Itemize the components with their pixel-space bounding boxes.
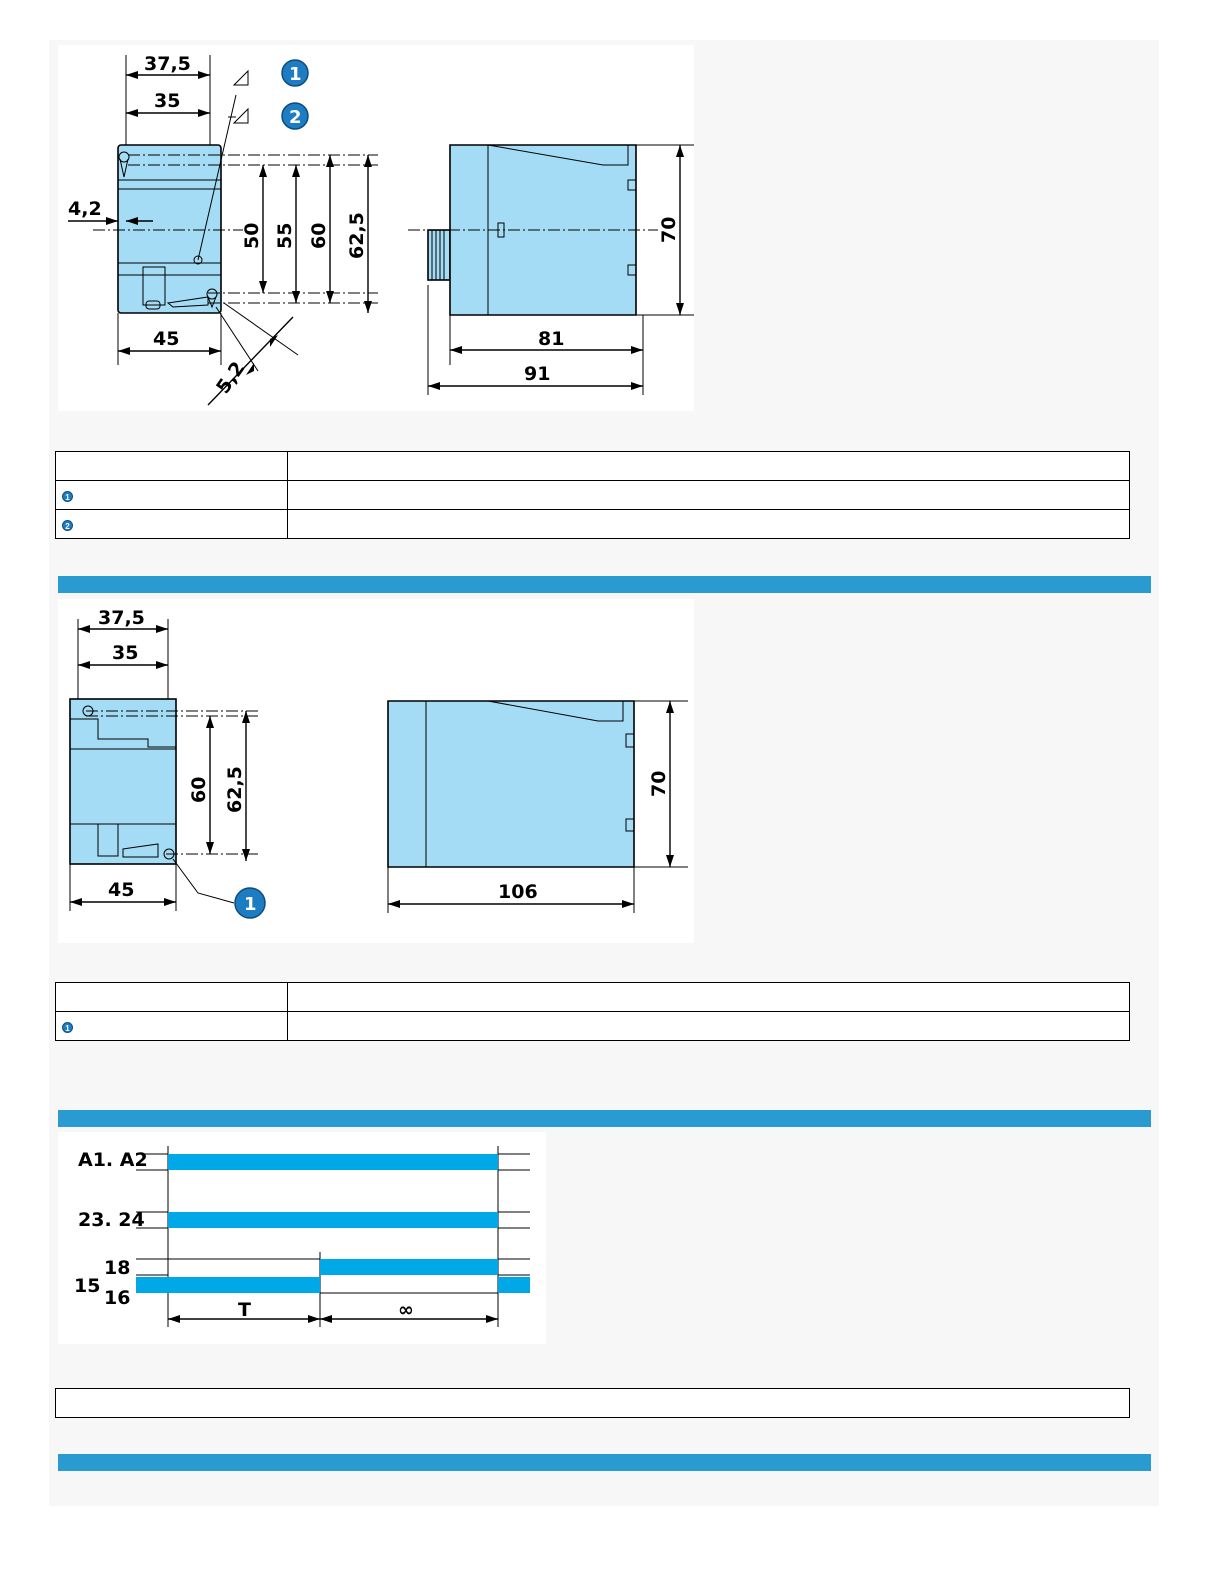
side-view-1	[408, 145, 694, 395]
dim-70: 70	[648, 770, 670, 797]
dim-45: 45	[108, 879, 135, 901]
side-view-2	[388, 701, 688, 913]
dim-35: 35	[154, 90, 181, 112]
front-view-2	[70, 607, 265, 918]
dim-60: 60	[308, 222, 330, 249]
timing-diagram	[58, 1132, 546, 1344]
front-view-1	[68, 53, 378, 405]
caption-table	[55, 1388, 1130, 1418]
datasheet-page	[49, 40, 1159, 1506]
timing-bar-16-start	[136, 1277, 320, 1293]
dim-5-2: 5,2	[212, 357, 250, 398]
table-header-row	[56, 983, 1130, 1012]
table-cell	[288, 481, 1130, 510]
dimension-drawing-1	[58, 45, 694, 411]
legend-table-2	[55, 982, 1130, 1041]
dim-91: 91	[524, 363, 551, 385]
table-cell	[56, 1389, 1130, 1418]
callout-marker-2: 2	[62, 520, 73, 531]
dim-35: 35	[112, 642, 139, 664]
dim-55: 55	[274, 222, 296, 249]
dim-45: 45	[153, 328, 180, 350]
table-row	[56, 1012, 1130, 1041]
timing-bar-16-end	[498, 1277, 530, 1293]
dim-4-2: 4,2	[68, 198, 102, 220]
svg-text:2: 2	[289, 107, 302, 128]
timing-label-18: 18	[104, 1257, 131, 1279]
timing-bar-18	[320, 1259, 498, 1275]
timing-label-15: 15	[74, 1275, 101, 1297]
timing-label-16: 16	[104, 1287, 131, 1309]
table-row	[56, 481, 1130, 510]
section-divider	[58, 576, 1151, 593]
dim-106: 106	[498, 881, 538, 903]
section-divider	[58, 1110, 1151, 1127]
dim-62-5: 62,5	[346, 212, 368, 259]
table-row	[56, 1389, 1130, 1418]
callout-marker-1: 1	[62, 491, 73, 502]
section-divider	[58, 1454, 1151, 1471]
timing-bar-23-24	[168, 1212, 498, 1228]
table-cell	[56, 452, 288, 481]
dim-70: 70	[658, 216, 680, 243]
callout-marker-1: 1	[62, 1022, 73, 1033]
legend-table-1	[55, 451, 1130, 539]
table-row	[56, 510, 1130, 539]
table-cell	[288, 510, 1130, 539]
timing-label-23-24: 23. 24	[78, 1209, 145, 1231]
dim-37-5: 37,5	[144, 53, 191, 75]
svg-text:1: 1	[289, 64, 302, 85]
table-cell	[288, 452, 1130, 481]
dim-81: 81	[538, 328, 565, 350]
dim-62-5: 62,5	[224, 766, 246, 813]
table-header-row	[56, 452, 1130, 481]
dim-60: 60	[188, 776, 210, 803]
dim-37-5: 37,5	[98, 607, 145, 629]
callout-1	[282, 60, 308, 86]
timing-label-infinity: ∞	[398, 1299, 414, 1321]
table-cell	[288, 1012, 1130, 1041]
timing-label-t: T	[238, 1299, 251, 1321]
callout-1	[235, 888, 265, 918]
svg-text:1: 1	[244, 894, 257, 915]
dim-50: 50	[241, 222, 263, 249]
dimension-drawing-2	[58, 599, 694, 943]
table-cell	[56, 983, 288, 1012]
timing-label-a1-a2: A1. A2	[78, 1149, 148, 1171]
table-cell	[288, 983, 1130, 1012]
callout-2	[282, 103, 308, 129]
timing-bar-a1-a2	[168, 1154, 498, 1170]
